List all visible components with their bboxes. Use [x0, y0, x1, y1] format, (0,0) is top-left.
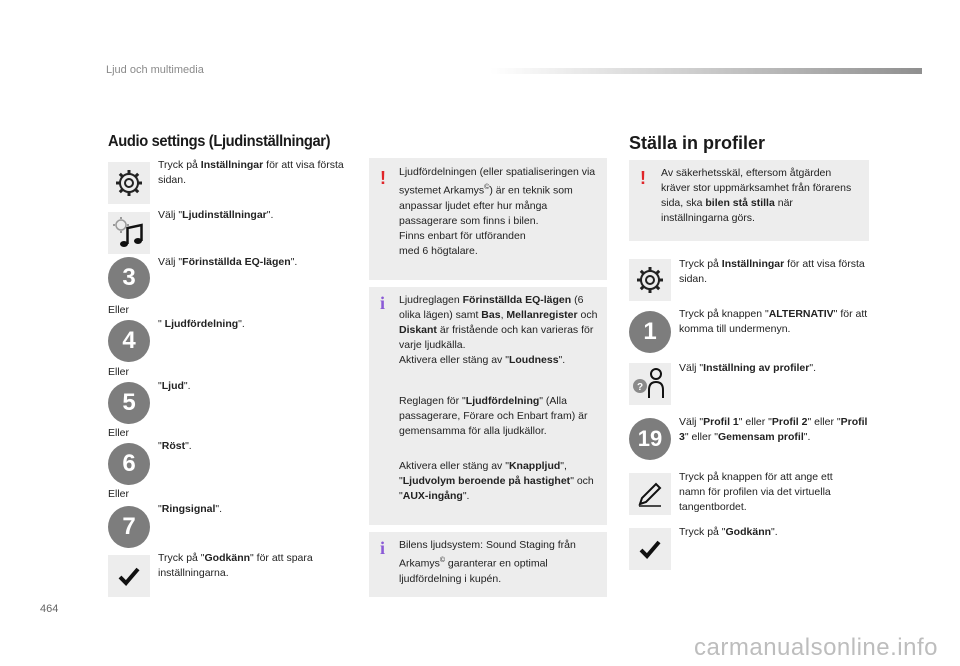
or-label-4: Eller: [108, 488, 130, 500]
or-label-2: Eller: [108, 366, 130, 378]
step-number-5: 5: [108, 382, 150, 424]
warning-panel-safety: [629, 160, 869, 241]
step-number-19: 19: [629, 418, 671, 460]
step-number-6: 6: [108, 443, 150, 485]
step-number-3: 3: [108, 257, 150, 299]
section-header: Ljud och multimedia: [106, 64, 204, 76]
edit-pencil-icon: [629, 473, 671, 515]
right-step-5: Tryck på knappen för att ange ett namn för profilen via det virtuella tangentbordet.: [679, 471, 833, 513]
warning-panel-arkamys: [369, 158, 607, 280]
left-step-2: Välj "Ljudinställningar".: [158, 209, 274, 221]
audio-settings-music-icon: [108, 212, 150, 254]
warning-exclamation-icon-2: !: [640, 168, 646, 188]
info-icon: i: [380, 293, 386, 313]
info-panel-text-1: Ljudreglagen Förinställda EQ-lägen (6 olika lägen) samt Bas, Mellanregister och Diskant är fristående och kan varieras för varje ljudkälla. Aktivera eller stäng av "Loudness".: [399, 294, 598, 366]
warning-panel-text: Ljudfördelningen (eller spatialiseringen via systemet Arkamys©) är en teknik som anpassar ljudet efter hur många passagerare som finns i bilen. Finns enbart för utföranden med 6 högtalare.: [399, 166, 596, 257]
heading-profiles: Ställa in profiler: [629, 133, 766, 153]
right-step-6: Tryck på "Godkänn".: [679, 526, 778, 538]
info-panel-sound-staging: [369, 532, 607, 597]
safety-warning-text: Av säkerhetsskäl, eftersom åtgärden kräver stor uppmärksamhet från förarens sida, ska bilen stå stilla när inställningarna görs.: [661, 167, 852, 224]
left-step-5: "Ljud".: [158, 380, 191, 392]
left-step-1: Tryck på Inställningar för att visa första sidan.: [158, 159, 344, 186]
right-step-3: Välj "Inställning av profiler".: [679, 362, 816, 374]
info-panel-sound-controls: [369, 287, 607, 525]
info-icon-2: i: [380, 538, 386, 558]
step-number-4: 4: [108, 320, 150, 362]
header-bar: [490, 68, 922, 74]
left-step-8: Tryck på "Godkänn" för att spara inställningarna.: [158, 552, 313, 579]
page-number: 464: [40, 603, 59, 615]
left-step-7: "Ringsignal".: [158, 503, 223, 515]
confirm-check-icon-2: [629, 528, 671, 570]
step-number-1: 1: [629, 311, 671, 353]
left-step-3: Välj "Förinställda EQ-lägen".: [158, 256, 298, 268]
right-step-4: Välj "Profil 1" eller "Profil 2" eller "Profil 3" eller "Gemensam profil".: [679, 416, 868, 443]
confirm-check-icon: [108, 555, 150, 597]
right-step-1: Tryck på Inställningar för att visa första sidan.: [679, 258, 865, 285]
or-label-3: Eller: [108, 427, 130, 439]
info-panel-text-2: Reglagen för "Ljudfördelning" (Alla passagerare, Förare och Enbart fram) är gemensamma för alla ljudkällor.: [399, 395, 588, 437]
settings-gear-icon-2: [629, 259, 671, 301]
left-step-6: "Röst".: [158, 440, 192, 452]
heading-audio-settings: Audio settings (Ljudinställningar): [108, 133, 331, 150]
step-number-7: 7: [108, 506, 150, 548]
right-step-2: Tryck på knappen "ALTERNATIV" för att komma till undermenyn.: [679, 308, 868, 335]
info-panel-text-4: Bilens ljudsystem: Sound Staging från Arkamys© garanterar en optimal ljudfördelning i kupén.: [399, 539, 576, 585]
warning-exclamation-icon: !: [380, 168, 386, 188]
svg-text:?: ?: [636, 382, 644, 393]
or-label-1: Eller: [108, 304, 130, 316]
watermark: carmanualsonline.info: [694, 634, 938, 661]
info-panel-text-3: Aktivera eller stäng av "Knappljud", "Ljudvolym beroende på hastighet" och "AUX-ingång".: [399, 460, 594, 502]
settings-gear-icon: [108, 162, 150, 204]
profile-user-icon: [629, 363, 671, 405]
left-step-4: " Ljudfördelning".: [158, 318, 245, 330]
